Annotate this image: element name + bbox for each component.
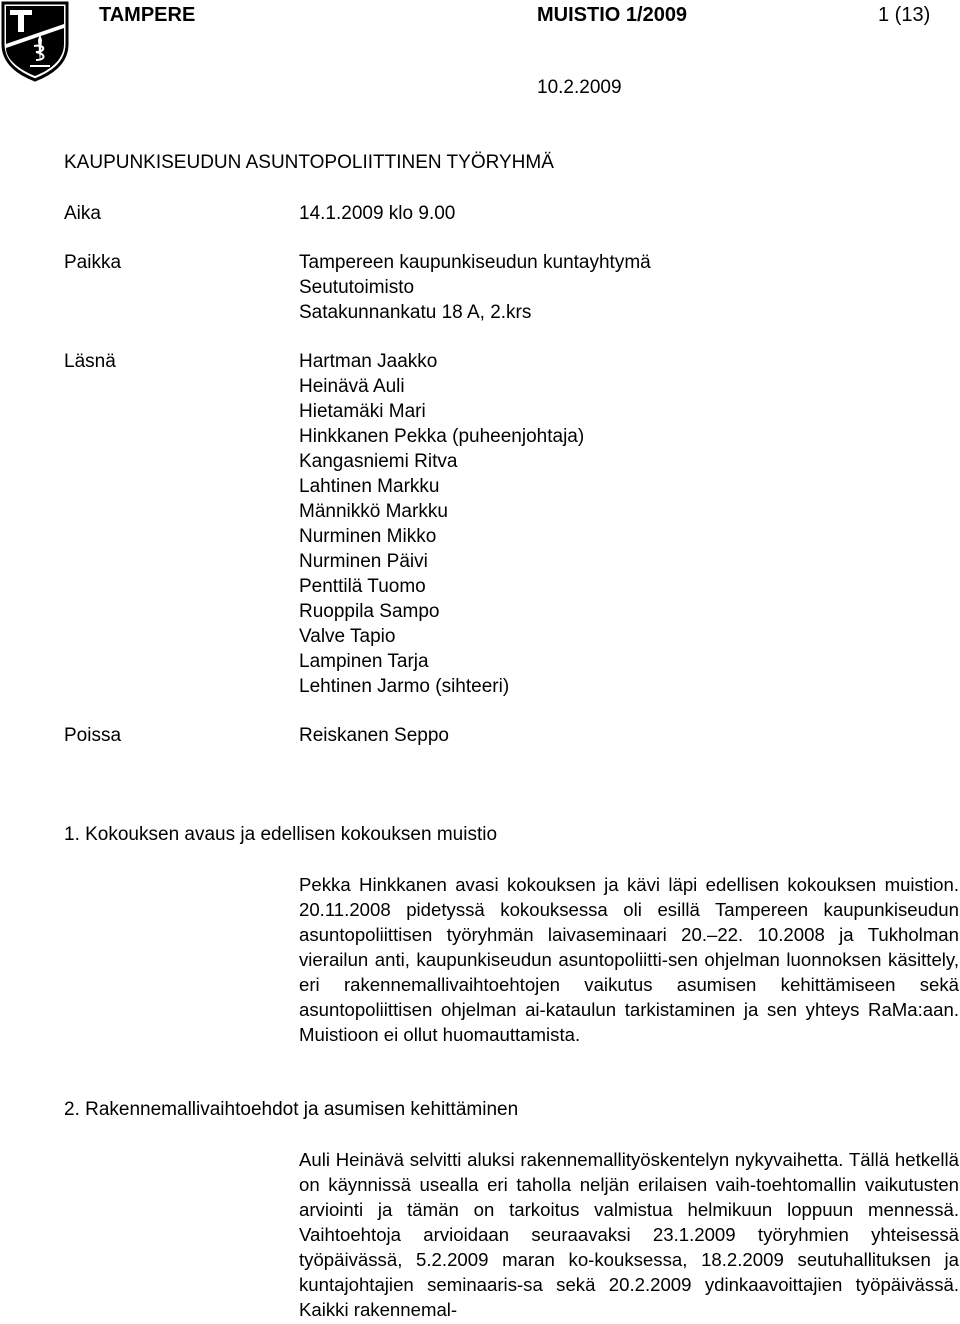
paikka-value (299, 250, 651, 325)
attendee-name: Lahtinen Markku (299, 476, 440, 497)
attendee-name: Kangasniemi Ritva (299, 451, 458, 472)
paikka-line: Tampereen kaupunkiseudun kuntayhtymä (299, 252, 651, 273)
document-date: 10.2.2009 (537, 77, 622, 98)
paikka-line: Seututoimisto (299, 277, 415, 298)
section-2-text: Auli Heinävä selvitti aluksi rakennemallityöskentelyn nykyvaihetta. Tällä hetkellä on käynnissä usealla eri taholla neljän erilaisen vaih-toehtomallin vaikutusten arviointi ja tämän on tarkoitus valmistua helmikuun loppuun mennessä. Vaihtoehtoja arvioidaan seuraavaksi 23.1.2009 työryhmien yhteisessä työpäivässä, 5.2.2009 maran ko-kouksessa, 18.2.2009 seutuhallituksen ja kuntajohtajien seminaaris-sa sekä 20.2.2009 ydinkaavoittajien työpäivässä. Kaikki rakennemal- (299, 1149, 959, 1320)
lasna-label: Läsnä (64, 351, 116, 372)
section-1-heading: 1. Kokouksen avaus ja edellisen kokouksen muistio (64, 824, 498, 845)
paikka-line: Satakunnankatu 18 A, 2.krs (299, 302, 532, 323)
attendee-name: Penttilä Tuomo (299, 576, 426, 597)
attendee-name: Hinkkanen Pekka (puheenjohtaja) (299, 426, 585, 447)
attendee-name: Männikkö Markku (299, 501, 448, 522)
attendee-name: Hartman Jaakko (299, 351, 438, 372)
page-number: 1 (13) (878, 4, 931, 26)
aika-label: Aika (64, 203, 101, 224)
header-city: TAMPERE (99, 4, 196, 26)
aika-value: 14.1.2009 klo 9.00 (299, 203, 456, 224)
attendee-name: Ruoppila Sampo (299, 601, 440, 622)
attendee-name: Nurminen Mikko (299, 526, 437, 547)
tampere-coat-of-arms-logo (0, 0, 70, 82)
attendee-name: Hietamäki Mari (299, 401, 426, 422)
paikka-label: Paikka (64, 252, 122, 273)
document-title: MUISTIO 1/2009 (537, 4, 688, 26)
attendee-name: Lehtinen Jarmo (sihteeri) (299, 676, 510, 697)
section-2-heading: 2. Rakennemallivaihtoehdot ja asumisen kehittäminen (64, 1099, 519, 1120)
attendee-name: Lampinen Tarja (299, 651, 429, 672)
poissa-value: Reiskanen Seppo (299, 725, 449, 746)
section-1-text: Pekka Hinkkanen avasi kokouksen ja kävi läpi edellisen kokouksen muistion. 20.11.2008 pidetyssä kokouksessa oli esillä Tampereen kaupunkiseudun asuntopoliittisen työryhmän laivaseminaari 20.–22. 10.2008 ja Tukholman vierailun anti, kaupunkiseudun asuntopoliitti-sen ohjelman luonnoksen käsittely, eri rakennemallivaihtoehtojen vaikutus asumisen kehittämiseen sekä asuntopoliittisen ohjelman ai-kataulun tarkistaminen ja sen yhteys RaMa:aan. Muistioon ei ollut huomauttamista. (299, 874, 959, 1045)
attendee-name: Valve Tapio (299, 626, 396, 647)
poissa-label: Poissa (64, 725, 122, 746)
attendee-name: Nurminen Päivi (299, 551, 428, 572)
group-title: KAUPUNKISEUDUN ASUNTOPOLIITTINEN TYÖRYHMÄ (64, 152, 554, 173)
attendee-name: Heinävä Auli (299, 376, 405, 397)
attendee-list (299, 349, 584, 699)
